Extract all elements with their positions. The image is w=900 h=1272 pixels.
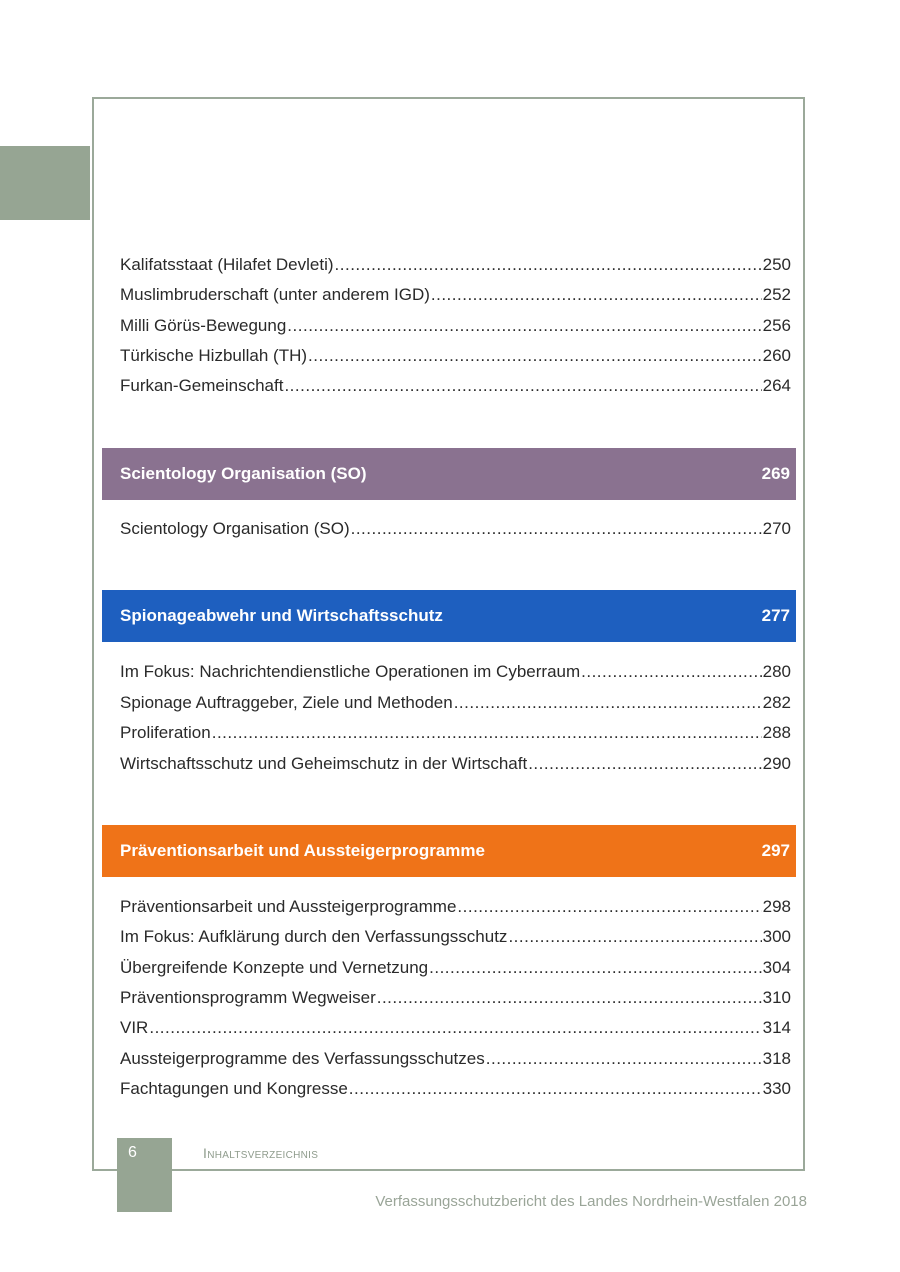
toc-entry-label: Proliferation (120, 723, 211, 742)
toc-entry-label: Kalifatsstaat (Hilafet Devleti) (120, 255, 334, 274)
toc-leader-dots (377, 987, 762, 1009)
section-header-scientology[interactable] (102, 448, 796, 500)
toc-leader-dots (149, 1017, 761, 1039)
toc-entry[interactable] (120, 254, 791, 276)
toc-entry-page: 260 (762, 346, 791, 365)
toc-entry-page: 300 (762, 927, 791, 946)
toc-entry-page: 330 (762, 1079, 791, 1098)
toc-entry-label: Scientology Organisation (SO) (120, 519, 350, 538)
toc-entry[interactable] (120, 345, 791, 367)
toc-leader-dots (284, 375, 761, 397)
toc-leader-dots (581, 661, 761, 683)
toc-entry-page: 264 (762, 376, 791, 395)
toc-entry[interactable] (120, 1017, 791, 1039)
toc-leader-dots (308, 345, 762, 367)
toc-entry-label: Übergreifende Konzepte und Vernetzung (120, 958, 429, 977)
toc-leader-dots (528, 753, 761, 775)
toc-leader-dots (212, 722, 762, 744)
toc-entry-label: Türkische Hizbullah (TH) (120, 346, 308, 365)
toc-entry[interactable] (120, 661, 791, 683)
toc-entry-label: VIR (120, 1018, 149, 1037)
section-header-spionage[interactable] (102, 590, 796, 642)
toc-entry[interactable] (120, 284, 791, 306)
toc-entry-page: 304 (762, 958, 791, 977)
page-number-box (117, 1138, 172, 1212)
section-page: 297 (761, 841, 790, 860)
toc-entry[interactable] (120, 957, 791, 979)
toc-entry-page: 318 (762, 1049, 791, 1068)
toc-entry[interactable] (120, 753, 791, 775)
toc-entry-label: Im Fokus: Aufklärung durch den Verfassungsschutz (120, 927, 508, 946)
toc-entry[interactable] (120, 375, 791, 397)
toc-entry-page: 288 (762, 723, 791, 742)
toc-leader-dots (486, 1048, 762, 1070)
toc-leader-dots (351, 518, 762, 540)
toc-entry-label: Milli Görüs-Bewegung (120, 316, 287, 335)
toc-entry[interactable] (120, 987, 791, 1009)
toc-leader-dots (431, 284, 762, 306)
toc-leader-dots (508, 926, 761, 948)
toc-entry-page: 252 (762, 285, 791, 304)
toc-entry[interactable] (120, 692, 791, 714)
toc-entry-page: 250 (762, 255, 791, 274)
toc-leader-dots (287, 315, 761, 337)
toc-entry-page: 290 (762, 754, 791, 773)
toc-entry-label: Muslimbruderschaft (unter anderem IGD) (120, 285, 430, 304)
toc-entry[interactable] (120, 1078, 791, 1100)
section-page: 269 (761, 464, 790, 483)
toc-entry-label: Furkan-Gemeinschaft (120, 376, 284, 395)
toc-entry-page: 314 (762, 1018, 791, 1037)
toc-leader-dots (335, 254, 762, 276)
toc-entry-page: 270 (762, 519, 791, 538)
section-title: Spionageabwehr und Wirtschaftsschutz (120, 606, 443, 625)
toc-entry-label: Fachtagungen und Kongresse (120, 1079, 348, 1098)
section-header-praevention[interactable] (102, 825, 796, 877)
toc-entry-label: Wirtschaftsschutz und Geheimschutz in der Wirtschaft (120, 754, 528, 773)
toc-entry-page: 310 (762, 988, 791, 1007)
toc-entry-page: 256 (762, 316, 791, 335)
toc-entry[interactable] (120, 315, 791, 337)
toc-entry[interactable] (120, 1048, 791, 1070)
toc-leader-dots (457, 896, 761, 918)
toc-entry[interactable] (120, 722, 791, 744)
running-section-label: Inhaltsverzeichnis (203, 1145, 319, 1161)
section-page: 277 (761, 606, 790, 625)
section-title: Scientology Organisation (SO) (120, 464, 367, 483)
toc-leader-dots (349, 1078, 762, 1100)
toc-entry-label: Aussteigerprogramme des Verfassungsschutzes (120, 1049, 485, 1068)
section-title: Präventionsarbeit und Aussteigerprogramme (120, 841, 485, 860)
toc-entry-label: Präventionsarbeit und Aussteigerprogramme (120, 897, 457, 916)
toc-entry[interactable] (120, 896, 791, 918)
toc-leader-dots (429, 957, 762, 979)
toc-entry-label: Im Fokus: Nachrichtendienstliche Operationen im Cyberraum (120, 662, 581, 681)
toc-entry[interactable] (120, 926, 791, 948)
toc-entry-page: 282 (762, 693, 791, 712)
toc-leader-dots (454, 692, 762, 714)
toc-entry-label: Spionage Auftraggeber, Ziele und Methoden (120, 693, 453, 712)
publication-title: Verfassungsschutzbericht des Landes Nordrhein-Westfalen 2018 (375, 1193, 807, 1210)
toc-entry[interactable] (120, 518, 791, 540)
chapter-tab-marker (0, 146, 90, 220)
toc-entry-page: 298 (762, 897, 791, 916)
toc-entry-page: 280 (762, 662, 791, 681)
toc-entry-label: Präventionsprogramm Wegweiser (120, 988, 376, 1007)
page-number: 6 (128, 1144, 137, 1161)
